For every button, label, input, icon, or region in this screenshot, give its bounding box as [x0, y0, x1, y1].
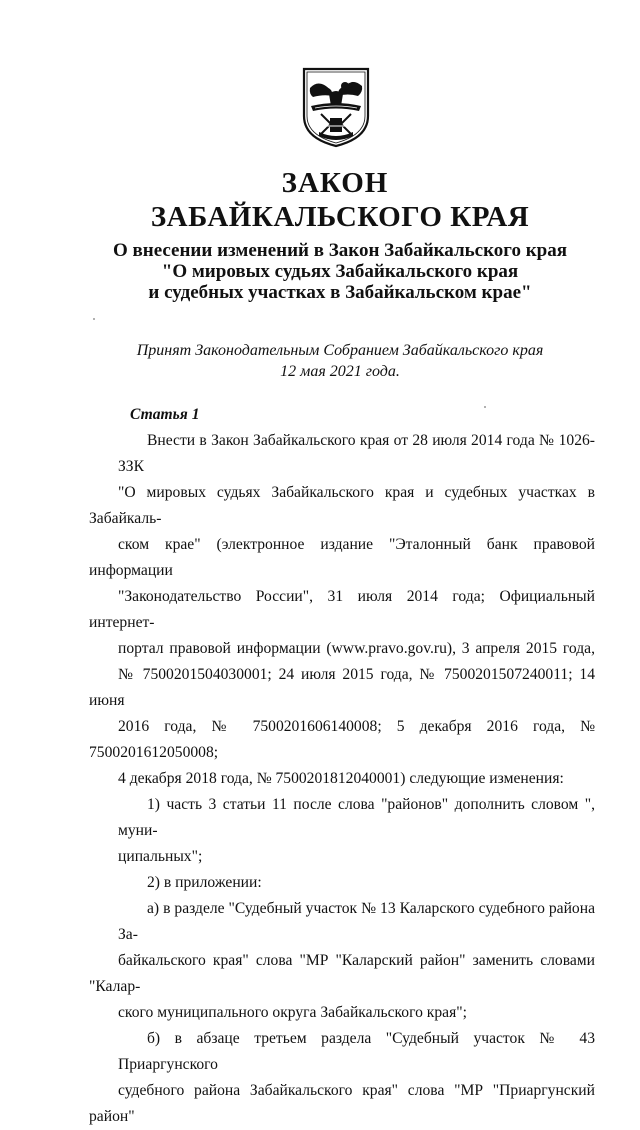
text-line: б) в абзаце третьем раздела "Судебный участок № 43 Приаргунского	[118, 1030, 595, 1073]
text-line: № 7500201504030001; 24 июля 2015 года, № 7500201507240011; 14 июня	[89, 666, 595, 709]
text-line: 2016 года, № 7500201606140008; 5 декабря 2016 года, № 7500201612050008;	[89, 718, 595, 761]
text-line: портал правовой информации (www.pravo.gov.ru), 3 апреля 2015 года,	[118, 640, 595, 657]
text-line: Внести в Закон Забайкальского края от 28 июля 2014 года № 1026-ЗЗК	[118, 432, 595, 475]
text-line: судебного района Забайкальского края" слова "МР "Приаргунский район"	[89, 1082, 595, 1125]
adoption-date: 12 мая 2021 года.	[280, 363, 400, 380]
law-title: ЗАКОН	[281, 167, 389, 199]
paragraph-intro	[89, 428, 595, 792]
law-region-title: ЗАБАЙКАЛЬСКОГО КРАЯ	[150, 201, 530, 233]
item-a	[89, 896, 595, 1026]
text-line: ципальных";	[118, 848, 203, 865]
text-line: 2) в приложении:	[147, 874, 262, 891]
text-line: ского муниципального округа Забайкальского края";	[118, 1004, 467, 1021]
text-line: 4 декабря 2018 года, № 7500201812040001) следующие изменения:	[118, 770, 564, 787]
text-line: "О мировых судьях Забайкальского края и судебных участках в Забайкаль-	[89, 484, 595, 527]
scan-speck	[93, 318, 95, 320]
law-subject-line: О внесении изменений в Закон Забайкальского края	[112, 240, 568, 261]
law-body	[89, 402, 595, 1130]
adoption-line: Принят Законодательным Собранием Забайкальского края	[136, 342, 544, 359]
text-line: "Законодательство России", 31 июля 2014 года; Официальный интернет-	[89, 588, 595, 631]
text-line: байкальского края" слова "МР "Каларский район" заменить словами "Калар-	[89, 952, 595, 995]
item-1	[89, 792, 595, 870]
text-line: ском крае" (электронное издание "Эталонный банк правовой информации	[89, 536, 595, 579]
text-line: 1) часть 3 статьи 11 после слова "районов" дополнить словом ", муни-	[118, 796, 595, 839]
adoption-note	[0, 340, 640, 382]
coat-of-arms-emblem	[301, 66, 371, 148]
item-b	[89, 1026, 595, 1130]
law-subject-line: и судебных участках в Забайкальском крае"	[148, 282, 532, 303]
text-line: а) в разделе "Судебный участок № 13 Каларского судебного района За-	[118, 900, 595, 943]
article-title: Статья 1	[130, 406, 200, 423]
law-subject	[0, 240, 640, 303]
law-subject-line: "О мировых судьях Забайкальского края	[161, 261, 519, 282]
item-2	[89, 870, 595, 896]
